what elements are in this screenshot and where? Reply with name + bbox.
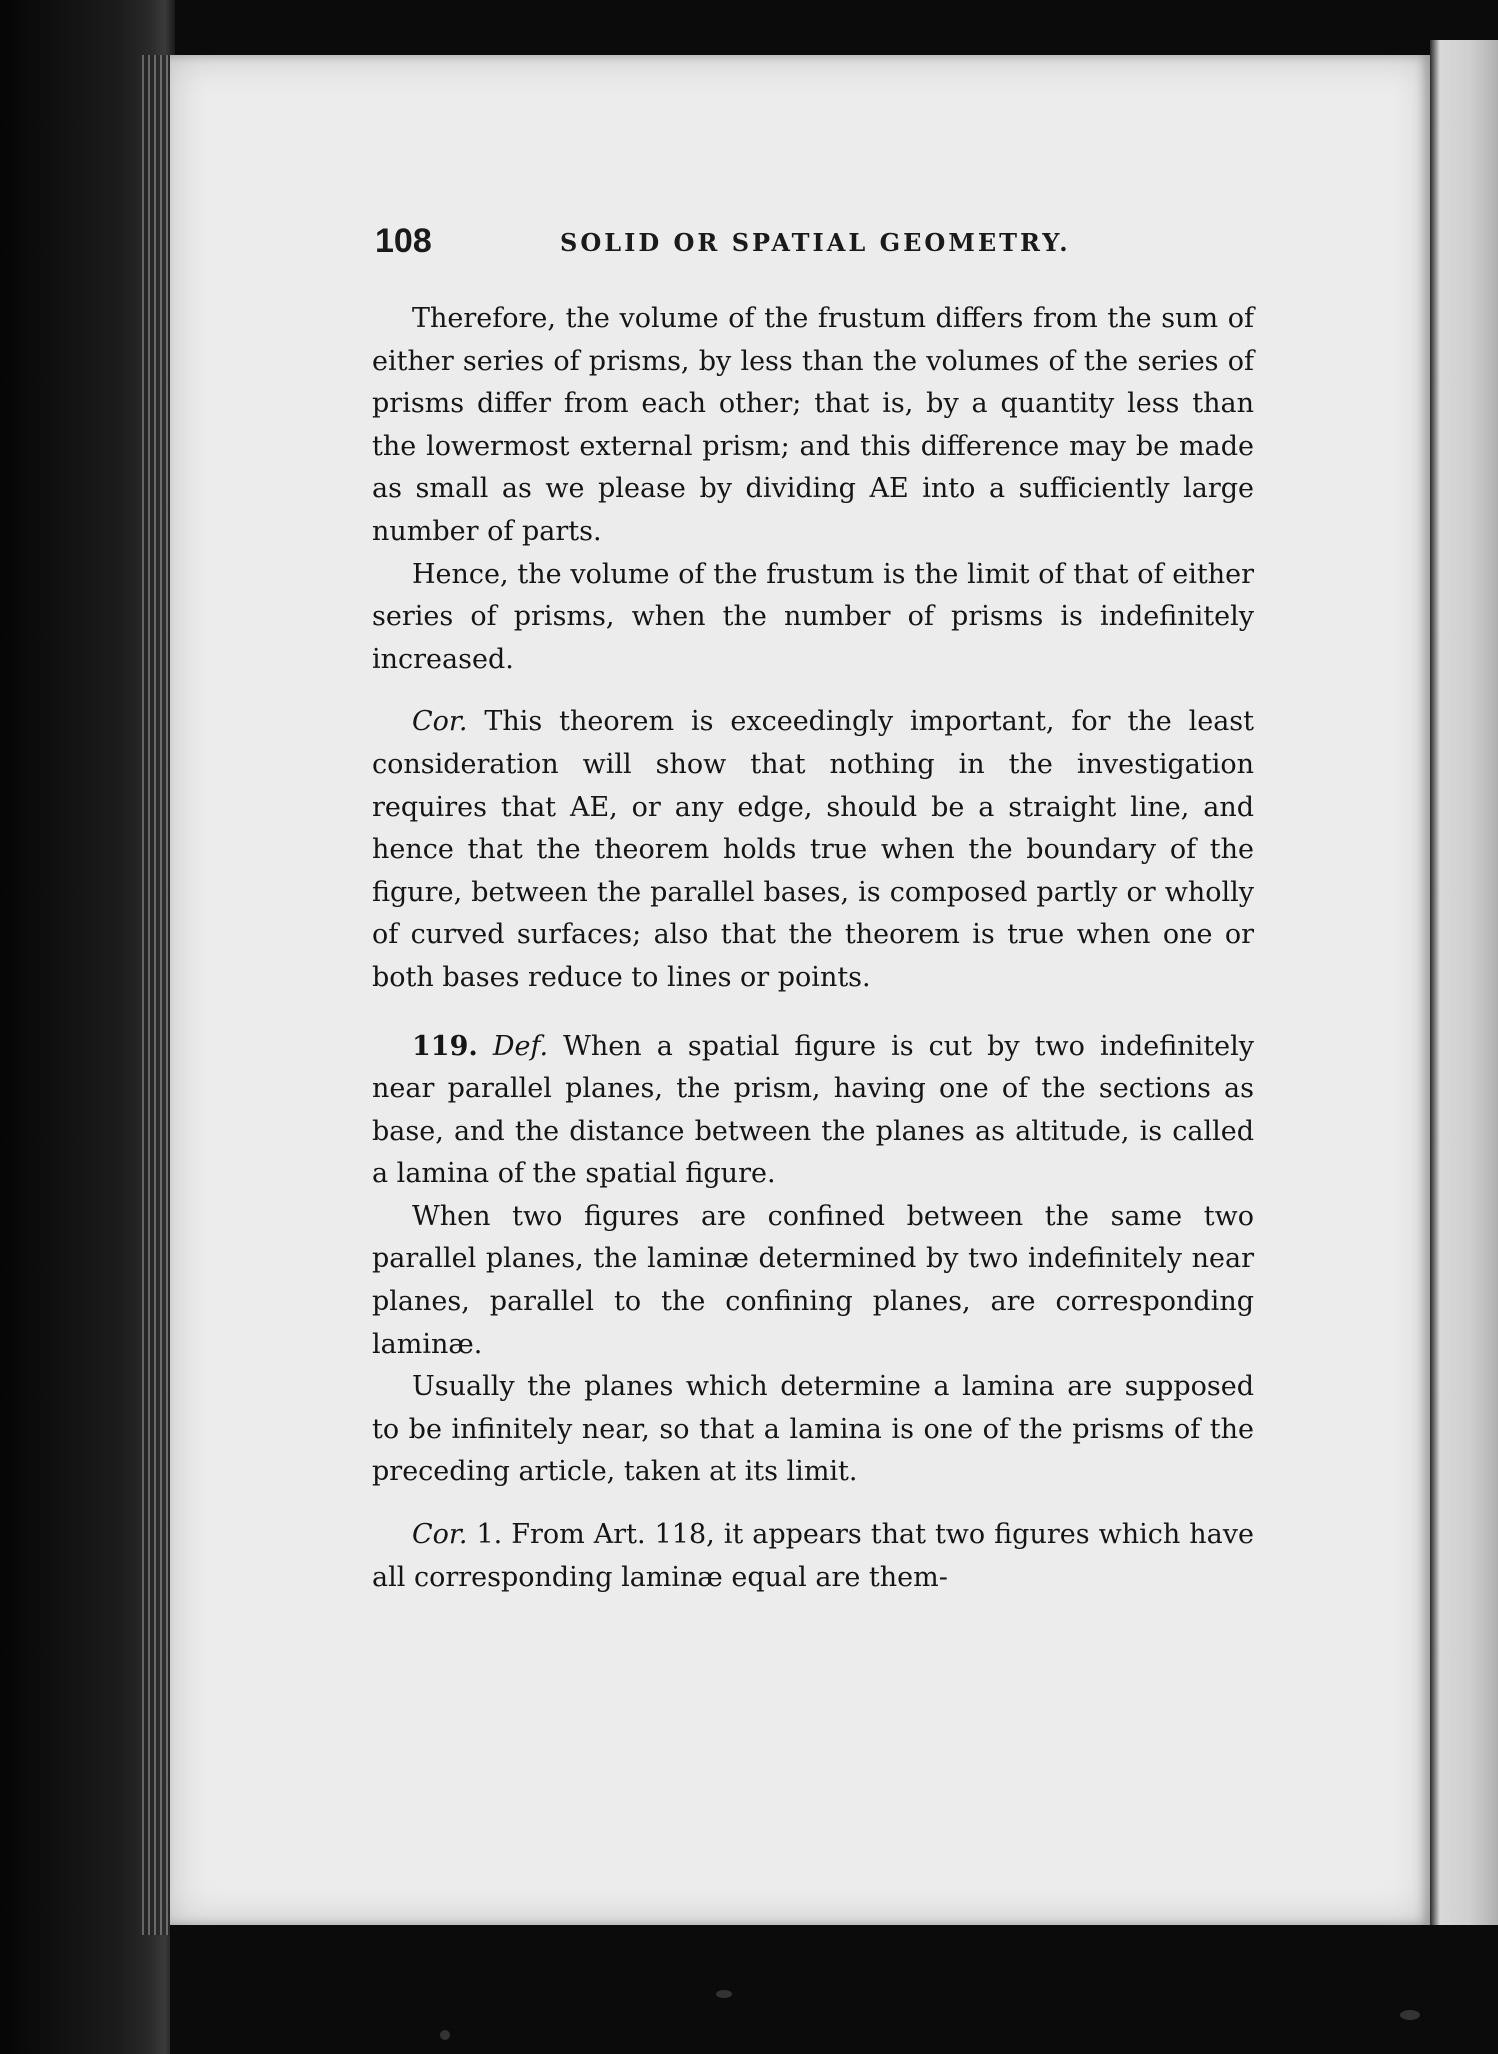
definition-paragraph [372, 1026, 1254, 1196]
paragraph: Therefore, the volume of the frustum differs from the sum of either series of prisms, by less than the volumes of the series of prisms differ from each other; that is, by a quantity less than the lowermost external prism; and this difference may be made as small as we please by dividing AE into a sufficiently large number of parts. [372, 303, 1254, 547]
running-head: SOLID OR SPATIAL GEOMETRY. [560, 228, 1071, 257]
paragraph: Usually the planes which determine a lamina are supposed to be infinitely near, so that a lamina is one of the prisms of the preceding article, taken at its limit. [372, 1371, 1254, 1488]
scan-background [170, 1925, 1498, 2054]
body-text [372, 298, 1254, 1599]
scan-speck [440, 2030, 450, 2040]
facing-page-edge [1430, 40, 1498, 2030]
corollary-paragraph [372, 1514, 1254, 1599]
paragraph-text: This theorem is exceedingly important, for the least consideration will show that nothing in the investigation requires that AE, or any edge, should be a straight line, and hence that the theorem holds true when the boundary of the figure, between the parallel bases, is composed partly or wholly of curved surfaces; also that the theorem is true when one or both bases reduce to lines or points. [372, 706, 1254, 993]
article-number: 119. [412, 1030, 478, 1062]
paragraph: Hence, the volume of the frustum is the limit of that of either series of prisms, when the number of prisms is indefinitely increased. [372, 558, 1254, 675]
paragraph: When two figures are confined between the same two parallel planes, the laminæ determined by two indefinitely near planes, parallel to the confining planes, are corresponding laminæ. [372, 1200, 1254, 1360]
scan-speck [1400, 2010, 1420, 2020]
page-number: 108 [375, 222, 432, 260]
scan-speck [716, 1990, 732, 1998]
spine-edge-lines [142, 55, 170, 1935]
cor-label: Cor. [412, 1519, 468, 1551]
cor-label: Cor. [412, 706, 468, 738]
def-label: Def. [492, 1030, 549, 1062]
page-header [375, 222, 1095, 272]
paragraph-text: When a spatial figure is cut by two indefinitely near parallel planes, the prism, having one of the sections as base, and the distance between the planes as altitude, is called a lamina of the spatial figure. [372, 1030, 1254, 1190]
corollary-paragraph [372, 701, 1254, 999]
paragraph-text: 1. From Art. 118, it appears that two figures which have all corresponding laminæ equal are them- [372, 1519, 1254, 1593]
